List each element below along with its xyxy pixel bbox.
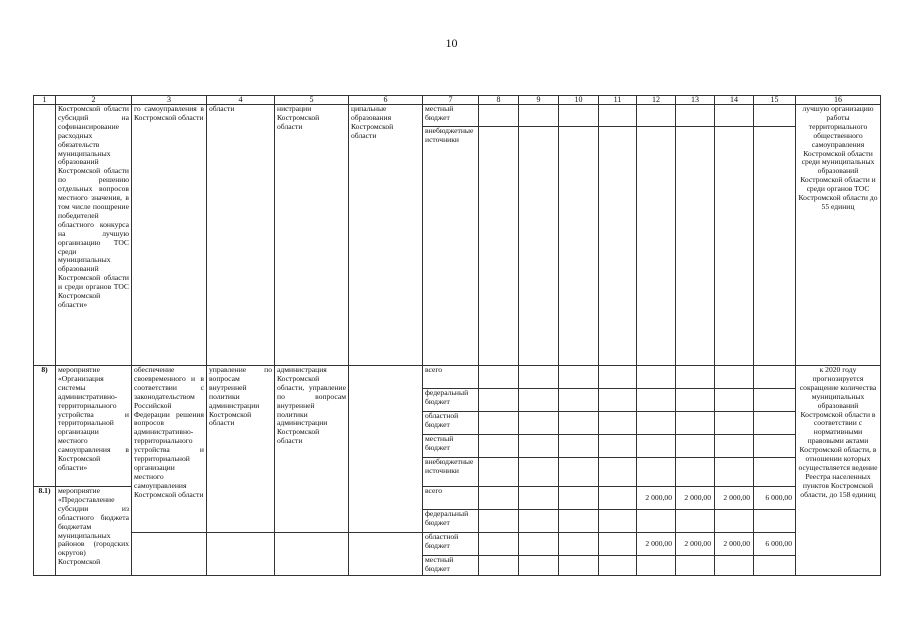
funding-source: федеральный бюджет <box>423 389 479 412</box>
col-header: 1 <box>34 96 56 105</box>
amount-cell: 6 000,00 <box>754 533 796 556</box>
table-row <box>34 366 881 389</box>
funding-source: внебюджетные источники <box>423 127 479 366</box>
table-row <box>34 533 881 556</box>
responsible-executor: области <box>207 105 275 366</box>
row-number: 8.1) <box>34 487 56 576</box>
amount-cell: 6 000,00 <box>754 487 796 510</box>
program-table <box>33 95 881 576</box>
page-number: 10 <box>445 36 458 50</box>
col-header: 2 <box>56 96 132 105</box>
row-number: 8) <box>34 366 56 487</box>
activity-goal: обеспечение своевременного и в соответствии с законодательством Российской Федерации решения вопросов административно-территориального устройства и территориальной организации местного самоуправления Костромской области <box>132 366 207 533</box>
funding-source: внебюджетные источники <box>423 458 479 487</box>
column-number-row <box>34 96 881 105</box>
col-header: 6 <box>349 96 423 105</box>
col-header: 13 <box>676 96 715 105</box>
amount-cell: 2 000,00 <box>715 487 754 510</box>
funding-source: всего <box>423 487 479 510</box>
co-executor: нистрации Костромской области <box>275 105 349 366</box>
amount-cell: 2 000,00 <box>676 487 715 510</box>
amount-cell: 2 000,00 <box>637 487 676 510</box>
expected-result: лучшую организацию работы территориального общественного самоуправления Костромской области среди муниципальных образований Костромской области и среди органов ТОС Костромской области до 55 единиц <box>796 105 881 366</box>
activity-description: Костромской области субсидий на софинансирование расходных обязательств муниципальных образований Костромской области по решению отдельных вопросов местного значения, в том числе поощрение победителей областного конкурса на лучшую организацию ТОС среди муниципальных образований Костромской области и среди органов ТОС Костромской области» <box>56 105 132 366</box>
funding-source: всего <box>423 366 479 389</box>
funding-source: областной бюджет <box>423 412 479 435</box>
col-header: 16 <box>796 96 881 105</box>
col-header: 9 <box>519 96 559 105</box>
col-header: 8 <box>479 96 519 105</box>
table-row <box>34 105 881 127</box>
col-header: 12 <box>637 96 676 105</box>
col-header: 3 <box>132 96 207 105</box>
expected-result: к 2020 году прогнозируется сокращение количества муниципальных образований Костромской области в соответствии с нормативными правовыми актами Костромской области, в отношении которых осуществляется ведение Реестра населенных пунктов Костромской области, до 158 единиц <box>796 366 881 576</box>
amount-cell: 2 000,00 <box>676 533 715 556</box>
activity-goal: го самоуправления в Костромской области <box>132 105 207 366</box>
activity-description: мероприятие «Организация системы административно-территориального устройства и территориальной организации местного самоуправления в Костромской области» <box>56 366 132 487</box>
col-header: 15 <box>754 96 796 105</box>
responsible-executor: управление по вопросам внутренней политики администрации Костромской области <box>207 366 275 533</box>
funding-source: областной бюджет <box>423 533 479 556</box>
col-header: 4 <box>207 96 275 105</box>
amount-cell: 2 000,00 <box>715 533 754 556</box>
funding-source: местный бюджет <box>423 435 479 458</box>
col-header: 10 <box>559 96 599 105</box>
col-header: 11 <box>599 96 637 105</box>
funding-source: местный бюджет <box>423 556 479 576</box>
participants: ципальные образования Костромской области <box>349 105 423 366</box>
activity-description: мероприятие «Предоставление субсидии из областного бюджета бюджетам муниципальных районов (городских округов) Костромской <box>56 487 132 576</box>
col-header: 5 <box>275 96 349 105</box>
funding-source: местный бюджет <box>423 105 479 127</box>
col-header: 14 <box>715 96 754 105</box>
co-executor: администрация Костромской области, управление по вопросам внутренней политики администрации Костромской области <box>275 366 349 533</box>
amount-cell: 2 000,00 <box>637 533 676 556</box>
col-header: 7 <box>423 96 479 105</box>
funding-source: федеральный бюджет <box>423 510 479 533</box>
